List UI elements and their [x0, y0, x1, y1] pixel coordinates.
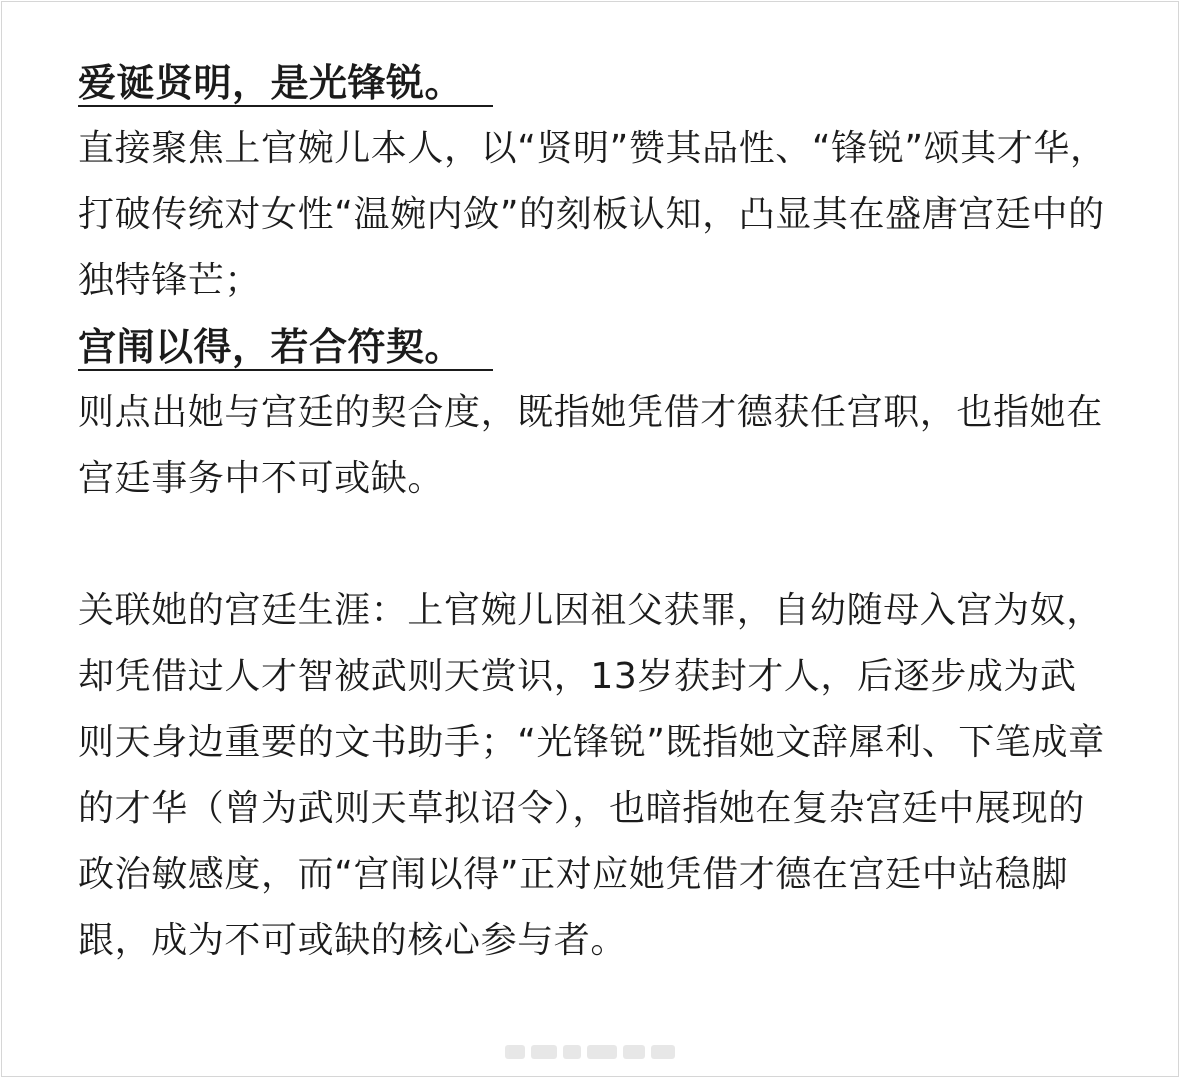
blurred-watermark: [505, 1040, 675, 1064]
section-heading-text: 爱诞贤明，是光锋锐。: [78, 61, 493, 107]
document-content: [78, 50, 1108, 974]
section-paragraph: 直接聚焦上官婉儿本人，以“贤明”赞其品性、“锋锐”颂其才华，打破传统对女性“温婉内敛”的刻板认知，凸显其在盛唐宫廷中的独特锋芒；: [78, 128, 1107, 301]
section-heading: [78, 314, 1108, 380]
section-heading: [78, 50, 1108, 116]
paragraph-spacer: [78, 512, 1108, 578]
section-heading-text: 宫闱以得，若合符契。: [78, 325, 493, 371]
section-paragraph: 则点出她与宫廷的契合度，既指她凭借才德获任宫职，也指她在宫廷事务中不可或缺。: [78, 392, 1103, 499]
section-paragraph: 关联她的宫廷生涯：上官婉儿因祖父获罪，自幼随母入宫为奴，却凭借过人才智被武则天赏识，13岁获封才人，后逐步成为武则天身边重要的文书助手；“光锋锐”既指她文辞犀利、下笔成章的才华（曾为武则天草拟诏令），也暗指她在复杂宫廷中展现的政治敏感度，而“宫闱以得”正对应她凭借才德在宫廷中站稳脚跟，成为不可或缺的核心参与者。: [78, 590, 1105, 961]
